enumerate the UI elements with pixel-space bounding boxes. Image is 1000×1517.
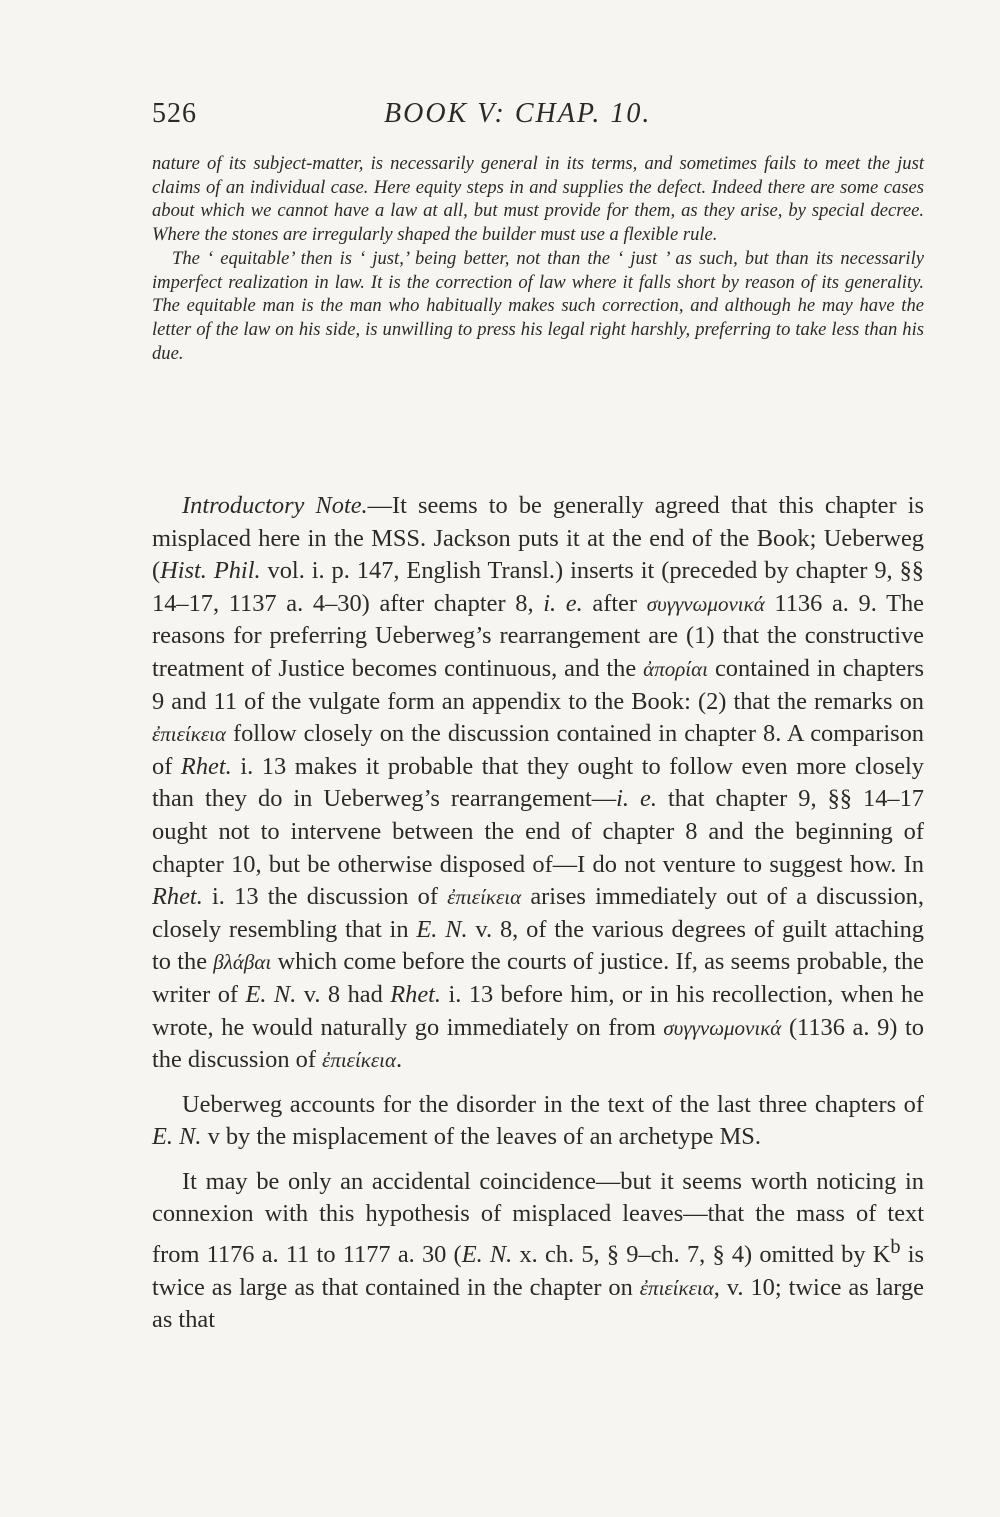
text-run: x. ch. 5, § 9–ch. 7, § 4) omitted by K [512, 1241, 891, 1269]
text-run: It may be only an accidental coincidence—but it seems worth noticing in connexion with this hypothesis of misplaced leaves—that the mass of text from 1176 a. 11 to 1177 a. 30 ( [152, 1167, 924, 1269]
text-run: vol. i. p. 147, English Transl.) inserts it (preceded by chapter 9, §§ 14–17, 1137 a. 4–30) after chapter 8, [152, 557, 924, 617]
text-run: which come before the courts of justice. If, as seems probable, the writer of [152, 948, 924, 1008]
text-run: arises immediately out of a discussion, closely resembling that in [152, 883, 924, 943]
greek-term: ἐπιείκεια [152, 722, 226, 747]
chapter-summary [152, 152, 924, 365]
text-run: v. 8 had [296, 980, 391, 1008]
page-number: 526 [152, 98, 197, 129]
text-run: i. 13 the discussion of [202, 883, 448, 911]
greek-term: ἀπορίαι [643, 656, 708, 681]
text-run: (1136 a. 9) to the discussion of [152, 1013, 924, 1074]
citation: Rhet. [180, 752, 232, 780]
greek-term: συγγνωμονικά [646, 591, 765, 616]
greek-term: βλάβαι [213, 950, 272, 975]
text-run: v by the misplacement of the leaves of an archetype MS. [201, 1123, 761, 1151]
citation: E. N. [461, 1241, 513, 1269]
text-run: that chapter 9, §§ 14–17 ought not to intervene between the end of chapter 8 and the beginning of chapter 10, but be otherwise disposed of—I do not venture to suggest how. In [152, 785, 924, 878]
text-run: contained in chapters 9 and 11 of the vulgate form an appendix to the Book: (2) that the remarks on [152, 654, 924, 715]
body-paragraph [152, 1166, 924, 1337]
citation: Rhet. [390, 980, 442, 1008]
text-run: follow closely on the discussion contained in chapter 8. A comparison of [152, 720, 924, 780]
citation: E. N. [416, 915, 468, 943]
running-head: BOOK V: CHAP. 10. [384, 98, 652, 129]
summary-paragraph: The ‘ equitable’ then is ‘ just,’ being better, not than the ‘ just ’ as such, but than its necessarily imperfect realization in law. It is the correction of law where it falls short by reason of its generality. The equitable man is the man who habitually makes such correction, and although he may have the letter of the law on his side, is unwilling to press his legal right harshly, preferring to take less than his due. [152, 247, 924, 364]
text-run: i. 13 makes it probable that they ought to follow even more closely than they do in Ueberweg’s rearrangement— [152, 752, 924, 813]
greek-term: ἐπιείκεια [322, 1048, 396, 1073]
greek-term: ἐπιείκεια [639, 1275, 714, 1300]
text-run: after [582, 589, 647, 617]
text-run: , v. 10; twice as large as that [152, 1273, 924, 1334]
citation: E. N. [245, 980, 297, 1008]
greek-term: συγγνωμονικά [663, 1015, 782, 1040]
page-header [152, 98, 924, 138]
text-run: Ueberweg accounts for the disorder in the text of the last three chapters of [182, 1090, 924, 1118]
text-run: 1136 a. 9. The reasons for preferring Ueberweg’s rearrangement are (1) that the constructive treatment of Justice becomes continuous, and the [152, 589, 924, 682]
text-run: is twice as large as that contained in the chapter on [152, 1241, 924, 1301]
text-run: i. 13 before him, or in his recollection, when he wrote, he would naturally go immediately on from [152, 980, 924, 1041]
greek-term: ἐπιείκεια [447, 885, 522, 910]
body-paragraph [152, 1089, 924, 1154]
abbreviation: i. e. [543, 589, 583, 617]
commentary-body [152, 490, 924, 1349]
abbreviation: i. e. [616, 785, 657, 813]
text-run: . [396, 1046, 403, 1074]
text-run: v. 8, of the various degrees of guilt attaching to the [152, 915, 924, 976]
summary-paragraph: nature of its subject-matter, is necessarily general in its terms, and sometimes fails to meet the just claims of an individual case. Here equity steps in and supplies the defect. Indeed there are some cases about which we cannot have a law at all, but must provide for them, as they arise, by special decree. Where the stones are irregularly shaped the builder must use a flexible rule. [152, 153, 924, 246]
superscript: b [890, 1236, 901, 1259]
citation: E. N. [152, 1123, 202, 1151]
introductory-note-paragraph [152, 490, 924, 1077]
text-run: —It seems to be generally agreed that this chapter is misplaced here in the MSS. Jackson puts it at the end of the Book; Ueberweg ( [152, 492, 924, 585]
citation: Rhet. [152, 883, 203, 911]
citation: Hist. Phil. [160, 557, 261, 585]
note-heading: Introductory Note. [182, 492, 368, 519]
